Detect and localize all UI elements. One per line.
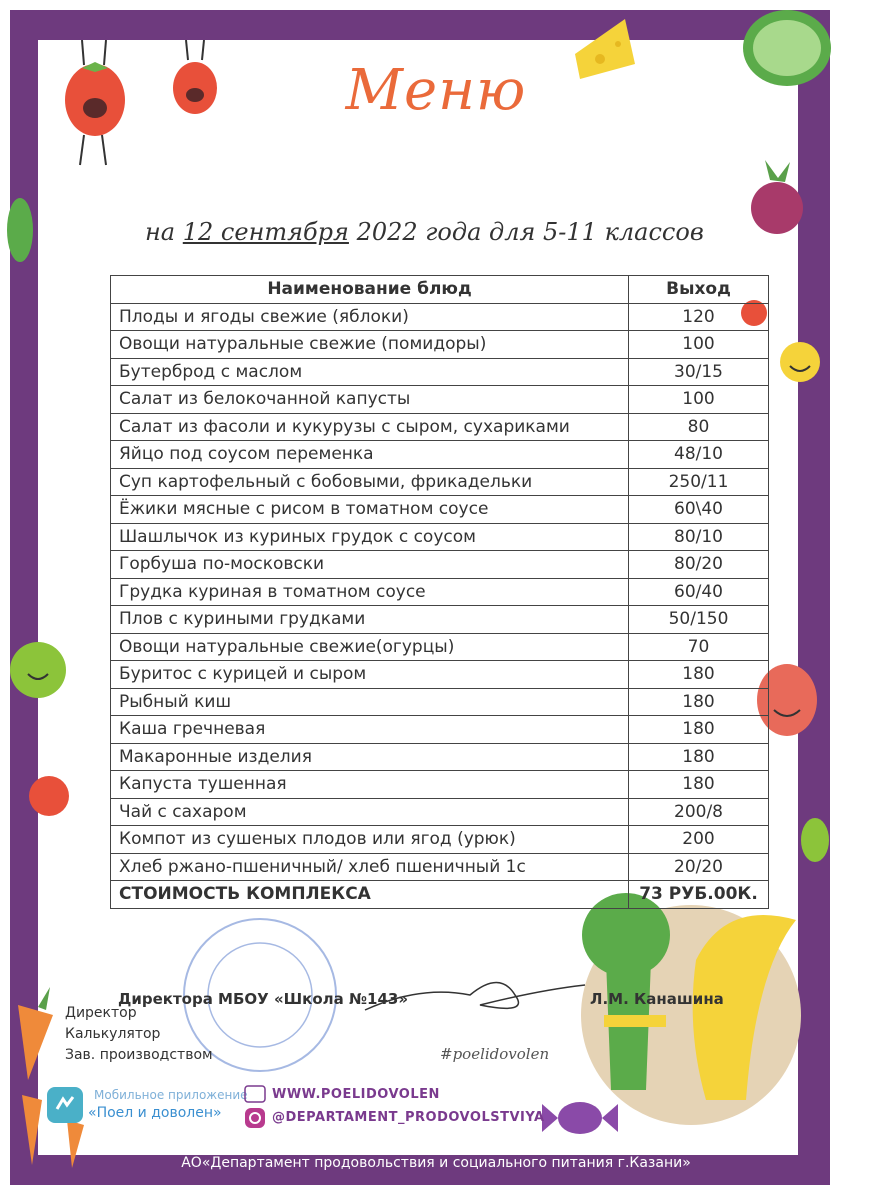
dish-name: Капуста тушенная xyxy=(111,771,629,799)
table-row xyxy=(111,523,769,551)
dish-portion: 80/10 xyxy=(629,523,769,551)
subtitle-suffix: 2022 года для 5-11 классов xyxy=(356,218,704,246)
column-header-value: Выход xyxy=(629,276,769,304)
leaf-icon xyxy=(5,195,35,265)
dish-name: Бутерброд с маслом xyxy=(111,358,629,386)
table-row xyxy=(111,496,769,524)
dish-portion: 48/10 xyxy=(629,441,769,469)
dish-portion: 180 xyxy=(629,743,769,771)
dish-portion: 30/15 xyxy=(629,358,769,386)
table-row xyxy=(111,578,769,606)
director-school-label: Директора МБОУ «Школа №143» xyxy=(118,990,409,1008)
total-label: СТОИМОСТЬ КОМПЛЕКСА xyxy=(111,881,629,909)
website-icon xyxy=(244,1085,266,1103)
dish-name: Яйцо под соусом переменка xyxy=(111,441,629,469)
menu-date: 12 сентября xyxy=(182,218,349,246)
organization-footer: АО«Департамент продовольствия и социального питания г.Казани» xyxy=(181,1155,691,1171)
dish-name: Макаронные изделия xyxy=(111,743,629,771)
table-row xyxy=(111,303,769,331)
table-row xyxy=(111,386,769,414)
total-row xyxy=(111,881,769,909)
dish-portion: 120 xyxy=(629,303,769,331)
table-row xyxy=(111,551,769,579)
dish-portion: 60\40 xyxy=(629,496,769,524)
apple-character-icon xyxy=(6,630,68,700)
table-row xyxy=(111,688,769,716)
dish-portion: 70 xyxy=(629,633,769,661)
table-row xyxy=(111,716,769,744)
dish-portion: 80/20 xyxy=(629,551,769,579)
calculator-label: Калькулятор xyxy=(65,1026,161,1042)
total-value: 73 РУБ.00К. xyxy=(629,881,769,909)
hashtag: #poelidovolen xyxy=(440,1045,550,1063)
smiley-icon xyxy=(778,340,822,384)
app-label: Мобильное приложение xyxy=(94,1088,248,1102)
dish-name: Каша гречневая xyxy=(111,716,629,744)
dish-name: Салат из фасоли и кукурузы с сыром, сухариками xyxy=(111,413,629,441)
dish-portion: 100 xyxy=(629,386,769,414)
dish-portion: 200 xyxy=(629,826,769,854)
dish-name: Плов с куриными грудками xyxy=(111,606,629,634)
dish-name: Салат из белокочанной капусты xyxy=(111,386,629,414)
table-header-row xyxy=(111,276,769,304)
leaf-icon xyxy=(800,815,830,865)
dish-portion: 60/40 xyxy=(629,578,769,606)
dish-name: Суп картофельный с бобовыми, фрикадельки xyxy=(111,468,629,496)
instagram-icon xyxy=(244,1107,266,1129)
table-row xyxy=(111,853,769,881)
dish-name: Горбуша по-московски xyxy=(111,551,629,579)
dish-name: Шашлычок из куриных грудок с соусом xyxy=(111,523,629,551)
subtitle-prefix: на xyxy=(145,218,176,246)
dish-name: Грудка куриная в томатном соусе xyxy=(111,578,629,606)
table-row xyxy=(111,798,769,826)
beet-character-icon xyxy=(745,160,810,240)
app-name: «Поел и доволен» xyxy=(88,1105,222,1121)
app-icon xyxy=(45,1085,85,1125)
website-link[interactable]: WWW.POELIDOVOLEN xyxy=(272,1087,440,1102)
page-title: Меню xyxy=(345,58,527,123)
dish-portion: 100 xyxy=(629,331,769,359)
dish-name: Плоды и ягоды свежие (яблоки) xyxy=(111,303,629,331)
table-row xyxy=(111,661,769,689)
dish-name: Овощи натуральные свежие(огурцы) xyxy=(111,633,629,661)
candy-icon xyxy=(540,1090,620,1145)
table-row xyxy=(111,468,769,496)
director-name: Л.М. Канашина xyxy=(590,990,724,1008)
table-row xyxy=(111,771,769,799)
table-row xyxy=(111,358,769,386)
table-row xyxy=(111,413,769,441)
table-row xyxy=(111,633,769,661)
dish-portion: 180 xyxy=(629,661,769,689)
carrot-character-icon xyxy=(8,985,60,1085)
table-row xyxy=(111,606,769,634)
dish-portion: 180 xyxy=(629,688,769,716)
dish-name: Буритос с курицей и сыром xyxy=(111,661,629,689)
dish-portion: 180 xyxy=(629,716,769,744)
dish-portion: 50/150 xyxy=(629,606,769,634)
tomato-icon xyxy=(26,770,72,818)
menu-subtitle xyxy=(145,218,704,246)
dish-name: Овощи натуральные свежие (помидоры) xyxy=(111,331,629,359)
production-head-label: Зав. производством xyxy=(65,1047,213,1063)
table-row xyxy=(111,441,769,469)
dish-name: Компот из сушеных плодов или ягод (урюк) xyxy=(111,826,629,854)
dish-portion: 250/11 xyxy=(629,468,769,496)
dish-portion: 180 xyxy=(629,771,769,799)
table-row xyxy=(111,331,769,359)
dish-name: Чай с сахаром xyxy=(111,798,629,826)
dish-portion: 80 xyxy=(629,413,769,441)
dish-portion: 20/20 xyxy=(629,853,769,881)
director-label: Директор xyxy=(65,1005,137,1021)
column-header-name: Наименование блюд xyxy=(111,276,629,304)
table-row xyxy=(111,826,769,854)
dish-name: Рыбный киш xyxy=(111,688,629,716)
dish-name: Хлеб ржано-пшеничный/ хлеб пшеничный 1с xyxy=(111,853,629,881)
menu-table xyxy=(110,275,769,909)
menu-table-body xyxy=(111,303,769,881)
dish-portion: 200/8 xyxy=(629,798,769,826)
dish-name: Ёжики мясные с рисом в томатном соусе xyxy=(111,496,629,524)
instagram-link[interactable]: @DEPARTAMENT_PRODOVOLSTVIYA xyxy=(272,1110,545,1125)
table-row xyxy=(111,743,769,771)
